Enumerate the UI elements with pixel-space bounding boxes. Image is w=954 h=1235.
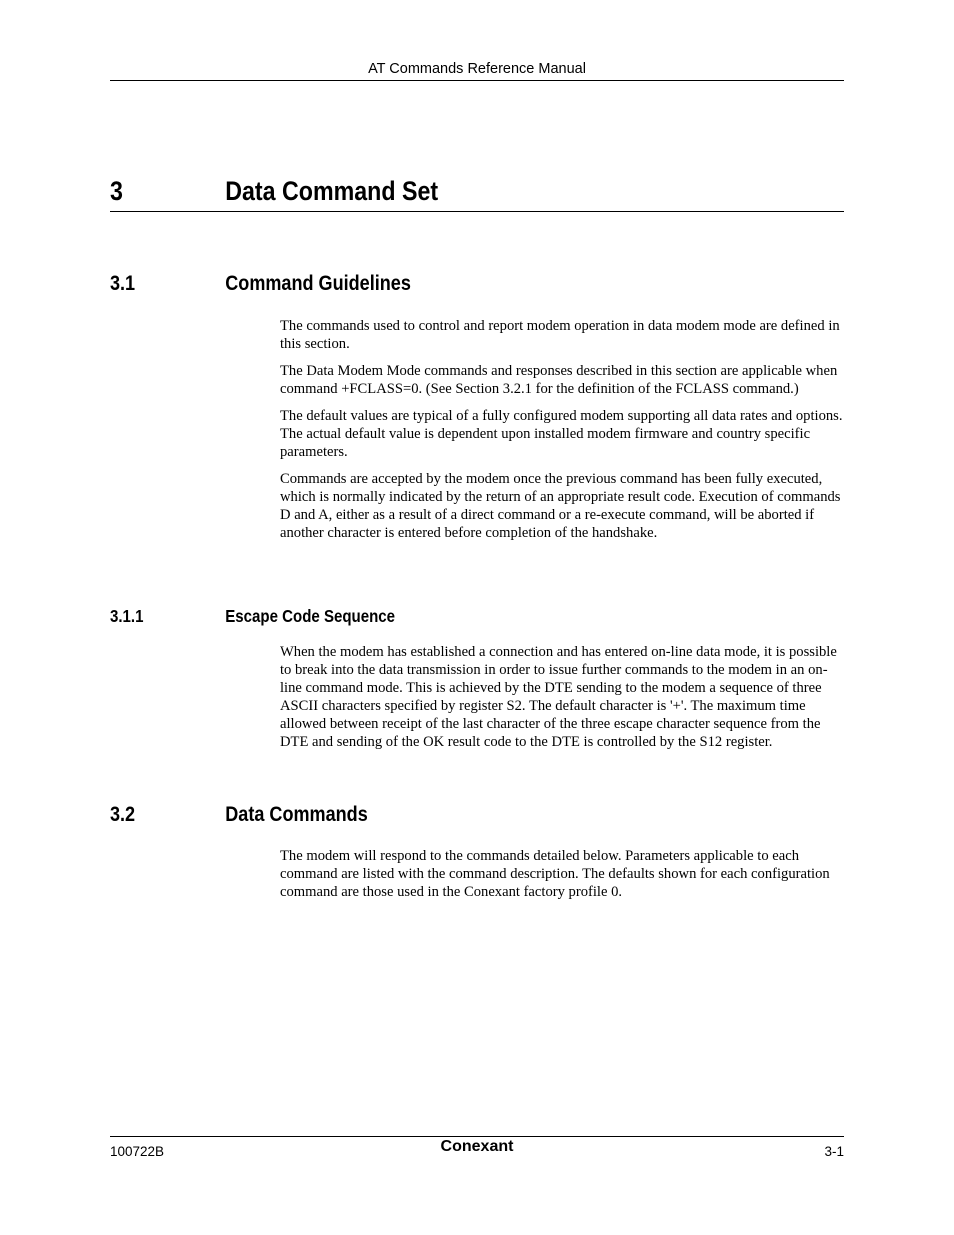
- section-body-3-1: [280, 317, 846, 551]
- page-footer: [110, 1138, 844, 1163]
- section-title: Data Commands: [225, 803, 368, 826]
- section-number: 3.1: [110, 272, 136, 295]
- paragraph: The Data Modem Mode commands and responses described in this section are applicable when command +FCLASS=0. (See Section 3.2.1 for the definition of the FCLASS command.): [280, 363, 838, 397]
- paragraph: The commands used to control and report modem operation in data modem mode are defined in this section.: [280, 318, 840, 352]
- section-body-3-1-1: [280, 643, 846, 760]
- company-name: Conexant: [440, 1138, 514, 1155]
- section-title: Escape Code Sequence: [225, 606, 396, 626]
- chapter-rule: [110, 211, 844, 212]
- section-heading-3-2: [110, 803, 368, 827]
- paragraph: The modem will respond to the commands detailed below. Parameters applicable to each command are listed with the command description. The defaults shown for each configuration command are those used in the Conexant factory profile 0.: [280, 848, 830, 900]
- section-title: Command Guidelines: [225, 272, 411, 295]
- paragraph: When the modem has established a connection and has entered on-line data mode, it is possible to break into the data transmission in order to issue further commands to the modem in an on-line command mode. This is achieved by the DTE sending to the modem a sequence of three ASCII characters specified by register S2. The default character is '+'. The maximum time allowed between receipt of the last character of the three escape character sequence from the DTE and sending of the OK result code to the DTE is controlled by the S12 register.: [280, 644, 837, 750]
- paragraph: Commands are accepted by the modem once the previous command has been fully executed, which is normally indicated by the return of an appropriate result code. Execution of commands D and A, either as a result of a direct command or a re-execute command, will be aborted if another character is entered before completion of the handshake.: [280, 471, 841, 541]
- section-heading-3-1: [110, 272, 411, 296]
- running-header: AT Commands Reference Manual: [368, 61, 586, 77]
- section-number: 3.1.1: [110, 606, 144, 626]
- chapter-title: Data Command Set: [225, 176, 439, 206]
- section-body-3-2: [280, 847, 846, 910]
- chapter-number: 3: [110, 176, 123, 206]
- page-number: 3-1: [824, 1144, 844, 1159]
- section-number: 3.2: [110, 803, 136, 826]
- paragraph: The default values are typical of a fully configured modem supporting all data rates and options. The actual default value is dependent upon installed modem firmware and country specific parameters.: [280, 408, 843, 460]
- header-rule: [110, 80, 844, 81]
- document-id: 100722B: [110, 1144, 165, 1159]
- chapter-heading: [110, 176, 439, 207]
- footer-rule: [110, 1136, 844, 1137]
- section-heading-3-1-1: [110, 606, 396, 627]
